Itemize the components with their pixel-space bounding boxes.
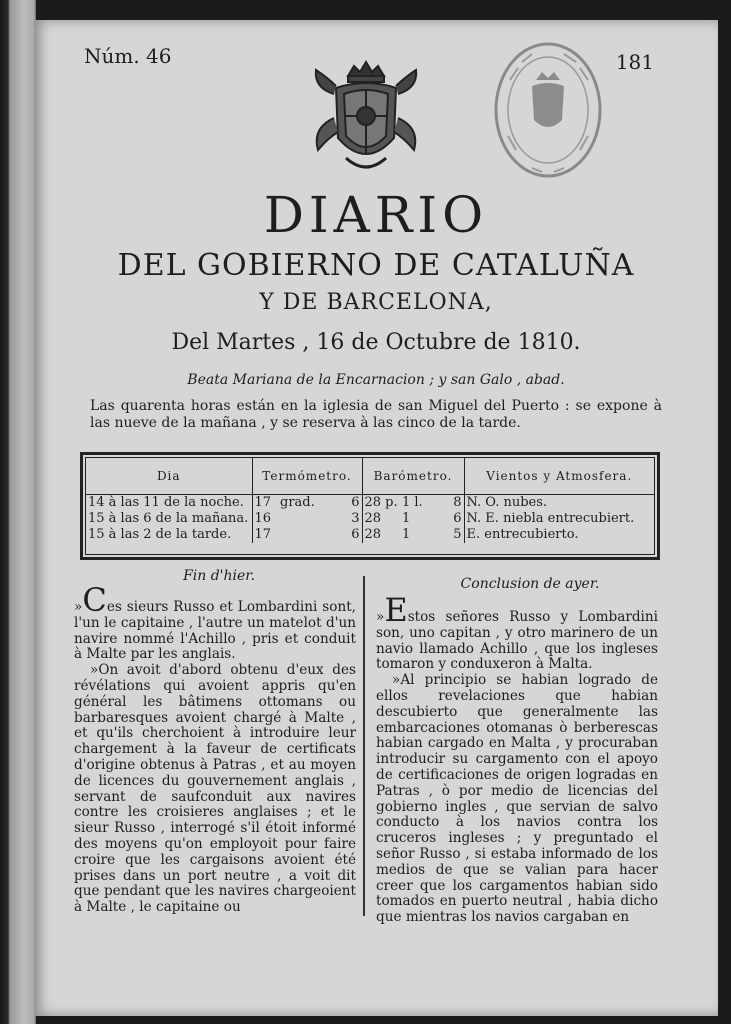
cell-baro-frac: 6 (440, 511, 464, 527)
page-number: 181 (615, 50, 654, 74)
column-divider (363, 576, 365, 916)
cell-dia: 14 à las 11 de la noche. (86, 495, 252, 512)
library-stamp (492, 40, 604, 180)
cell-baro: 28 p. (364, 495, 398, 510)
cell-baro-lines: 1 (402, 527, 411, 542)
header-vientos: Vientos y Atmosfera. (464, 458, 654, 495)
cell-temp-unit (278, 527, 336, 543)
cell-temp-frac: 6 (336, 495, 362, 512)
left-paragraph-2: »On avoit d'abord obtenu d'eux des révélations qui avoient appris qu'en général les bâtimens ottomans ou barbaresques avoient chargé à Malte , et qu'ils cherchoient à introduire leur chargement à la faveur de certificats d'origine obtenus à Patras , et au moyen de licences du gouvernement anglais , servant de saufconduit aux navires contre les croisieres anglaises ; et le sieur Russo , interrogé s'il étoit informé des moyens qu'on employoit pour faire croire que les cargaisons avoient été prises dans un port neutre , a voit dit que pendant que les navires chargeoient à Malte , le capitaine ou (74, 662, 356, 916)
cell-temp: 16 (254, 511, 272, 526)
table-row (86, 495, 654, 512)
cell-dia: 15 à las 6 de la mañana. (86, 511, 252, 527)
royal-crest-emblem (306, 58, 426, 183)
saints-of-day: Beata Mariana de la Encarnacion ; y san Galo , abad. (187, 372, 565, 388)
left-column-article (74, 581, 356, 916)
cell-temp: 17 (254, 495, 272, 510)
cell-viento: E. entrecubierto. (466, 527, 579, 542)
issue-date: Del Martes , 16 de Octubre de 1810. (171, 330, 581, 355)
cell-baro-lines: 1 l. (402, 495, 423, 510)
cell-baro-frac: 8 (440, 495, 464, 512)
header-termometro: Termómetro. (252, 458, 362, 495)
right-paragraph-1 (376, 591, 658, 673)
paragraph-text: stos señores Russo y Lombardini son, uno capitan , y otro marinero de un navio llamado Achillo , que los ingleses tomaron y conduxeron à Malta. (376, 609, 658, 673)
left-column-heading: Fin d'hier. (183, 568, 255, 584)
newspaper-title: DIARIO (263, 186, 489, 244)
table-row (86, 511, 654, 527)
header-barometro: Barómetro. (362, 458, 464, 495)
cell-temp-frac: 6 (336, 527, 362, 543)
cell-baro-frac: 5 (440, 527, 464, 543)
newspaper-subtitle-2: Y DE BARCELONA, (259, 290, 493, 315)
quote-mark: » (376, 609, 385, 625)
right-column-heading: Conclusion de ayer. (460, 576, 600, 592)
cell-baro: 28 (364, 511, 382, 526)
drop-cap: E (384, 591, 408, 629)
cell-temp: 17 (254, 527, 272, 542)
book-left-edge (0, 0, 36, 1024)
header-dia: Dia (86, 458, 252, 495)
cell-baro: 28 (364, 527, 382, 542)
cell-viento: N. E. niebla entrecubiert. (466, 511, 635, 526)
cell-viento: N. O. nubes. (466, 495, 548, 510)
cell-temp-unit: grad. (280, 495, 315, 510)
newspaper-page (34, 20, 718, 1016)
cell-temp-frac: 3 (336, 511, 362, 527)
newspaper-subtitle: DEL GOBIERNO DE CATALUÑA (117, 248, 635, 283)
weather-table (80, 452, 660, 560)
right-paragraph-2: »Al principio se habian logrado de ellos revelaciones que habian descubierto que generalmente las embarcaciones otomanas ò berberescas habian cargado en Malta , y procuraban introducir su cargamento con el apoyo de certificaciones de origen logradas en Patras , ò por medio de licencias del gobierno ingles , que servian de salvo conducto à los navios contra los cruceros ingleses ; y preguntado el señor Russo , si estaba informado de los medios de que se valian para hacer creer que los cargamentos habian sido tomados en puerto neutral , habia dicho que mientras los navios cargaban en (376, 672, 658, 926)
forty-hours-notice: Las quarenta horas están en la iglesia de san Miguel del Puerto : se expone à las nueve de la mañana , y se reserva à las cinco de la tarde. (90, 398, 662, 431)
issue-number: Núm. 46 (84, 44, 172, 68)
left-paragraph-1 (74, 581, 356, 663)
drop-cap: C (82, 581, 107, 619)
table-row (86, 527, 654, 543)
cell-baro-lines: 1 (402, 511, 411, 526)
quote-mark: » (74, 599, 83, 615)
paragraph-text: es sieurs Russo et Lombardini sont, l'un le capitaine , l'autre un matelot d'un navire nommé l'Achillo , pris et conduit à Malte par les anglais. (74, 599, 356, 663)
cell-dia: 15 à las 2 de la tarde. (86, 527, 252, 543)
cell-temp-unit (278, 511, 336, 527)
right-column-article (376, 591, 658, 926)
